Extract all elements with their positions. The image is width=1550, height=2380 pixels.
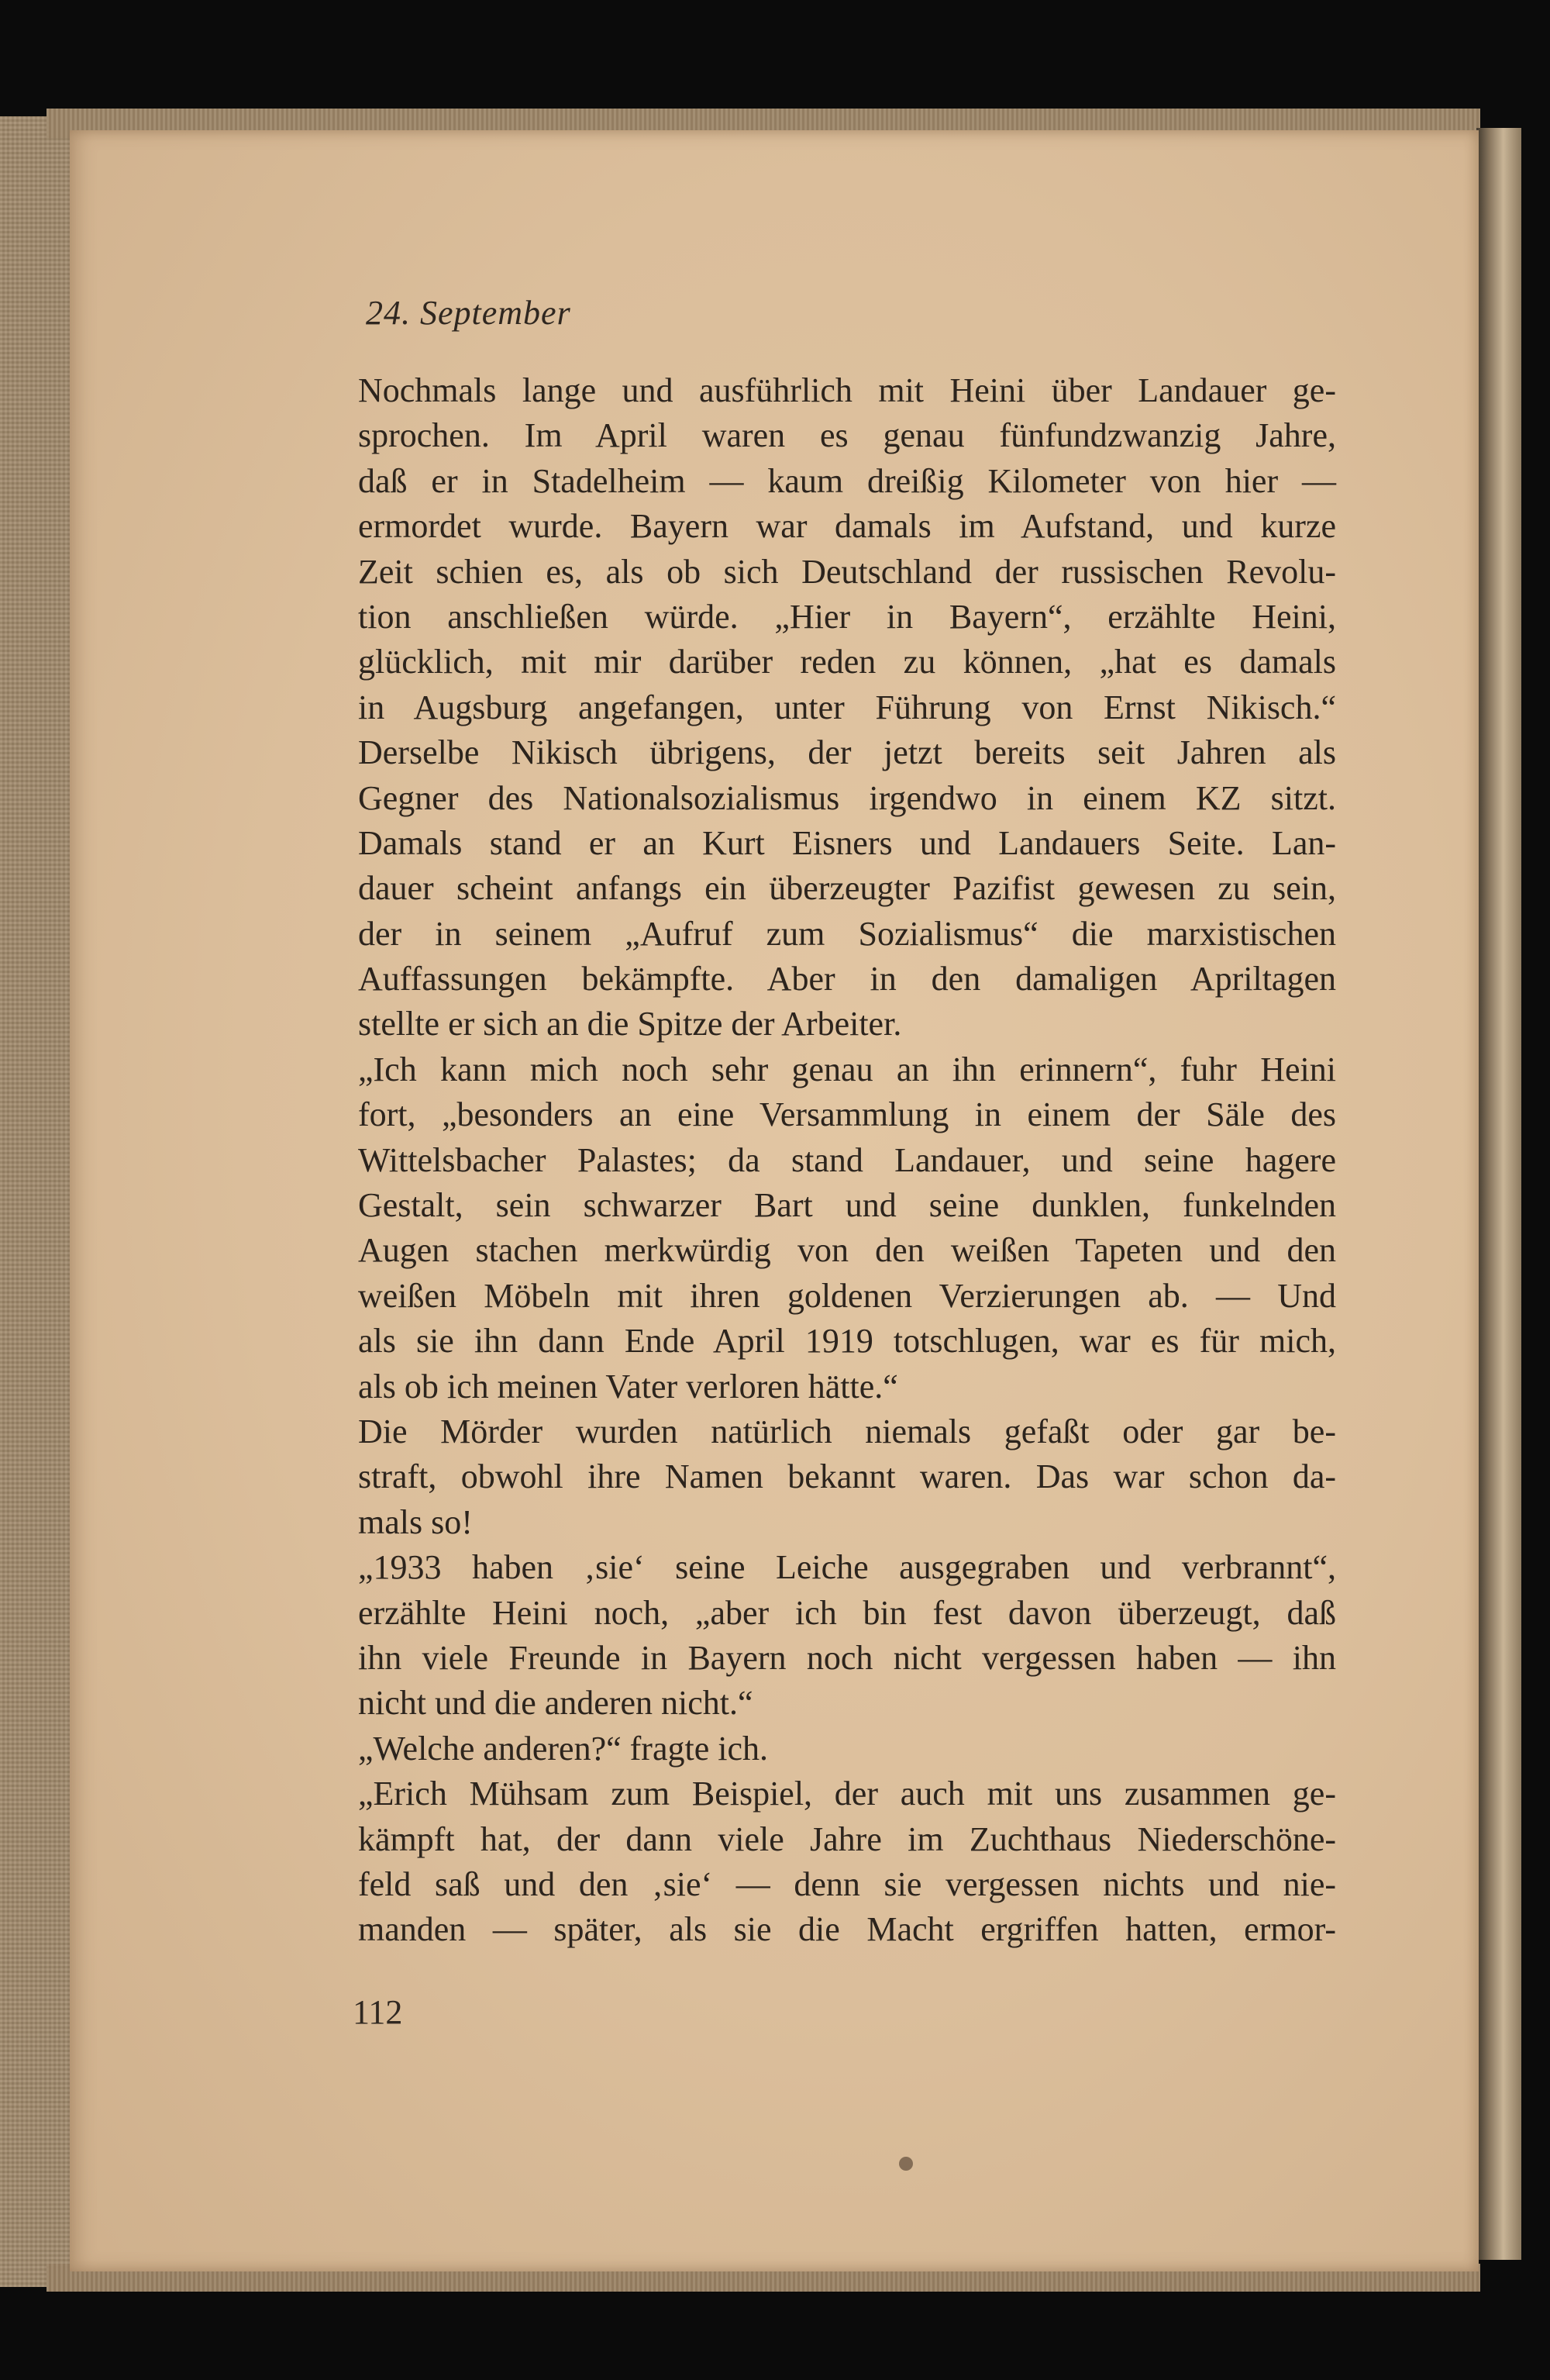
- text-line: glücklich, mit mir darüber reden zu können, „hat es damals: [358, 643, 1336, 681]
- text-line: weißen Möbeln mit ihren goldenen Verzierungen ab. — Und: [358, 1276, 1336, 1315]
- body-text: [358, 368, 1336, 1953]
- text-line: Damals stand er an Kurt Eisners und Landauers Seite. Lan-: [358, 823, 1336, 862]
- text-line: Gestalt, sein schwarzer Bart und seine dunklen, funkelnden: [358, 1186, 1336, 1225]
- text-line: als ob ich meinen Vater verloren hätte.“: [358, 1367, 898, 1406]
- text-line: der in seinem „Aufruf zum Sozialismus“ die marxistischen: [358, 914, 1336, 953]
- text-line: „Ich kann mich noch sehr genau an ihn erinnern“, fuhr Heini: [358, 1050, 1336, 1088]
- text-line: Auffassungen bekämpfte. Aber in den damaligen Apriltagen: [358, 960, 1336, 999]
- text-line: als sie ihn dann Ende April 1919 totschlugen, war es für mich,: [358, 1322, 1336, 1361]
- text-line: Derselbe Nikisch übrigens, der jetzt bereits seit Jahren als: [358, 733, 1336, 772]
- text-line: Augen stachen merkwürdig von den weißen Tapeten und den: [358, 1231, 1336, 1270]
- text-line: mals so!: [358, 1502, 473, 1541]
- text-line: Wittelsbacher Palastes; da stand Landauer, und seine hagere: [358, 1140, 1336, 1179]
- page-header-date: 24. September: [366, 294, 571, 332]
- text-line: manden — später, als sie die Macht ergriffen hatten, ermor-: [358, 1910, 1336, 1949]
- ink-spot-ornament: [899, 2157, 913, 2171]
- text-line: Zeit schien es, als ob sich Deutschland der russischen Revolu-: [358, 552, 1336, 591]
- text-line: straft, obwohl ihre Namen bekannt waren. Das war schon da-: [358, 1457, 1336, 1496]
- text-line: „1933 haben ‚sie‘ seine Leiche ausgegraben und verbrannt“,: [358, 1548, 1336, 1587]
- book-cover-left-edge: [0, 116, 78, 2287]
- text-line: Nochmals lange und ausführlich mit Heini über Landauer ge-: [358, 371, 1336, 409]
- text-line: Die Mörder wurden natürlich niemals gefaßt oder gar be-: [358, 1412, 1336, 1450]
- text-line: ermordet wurde. Bayern war damals im Aufstand, und kurze: [358, 507, 1336, 546]
- text-line: sprochen. Im April waren es genau fünfundzwanzig Jahre,: [358, 416, 1336, 455]
- text-line: kämpft hat, der dann viele Jahre im Zuchthaus Niederschöne-: [358, 1819, 1336, 1858]
- book-page-edges-right: [1476, 128, 1521, 2260]
- text-line: Gegner des Nationalsozialismus irgendwo in einem KZ sitzt.: [358, 778, 1336, 817]
- page-number: 112: [353, 1993, 403, 2031]
- text-line: ihn viele Freunde in Bayern noch nicht vergessen haben — ihn: [358, 1638, 1336, 1677]
- text-line: „Welche anderen?“ fragte ich.: [358, 1729, 768, 1768]
- text-line: „Erich Mühsam zum Beispiel, der auch mit uns zusammen ge-: [358, 1775, 1336, 1813]
- text-line: tion anschließen würde. „Hier in Bayern“, erzählte Heini,: [358, 597, 1336, 636]
- text-line: stellte er sich an die Spitze der Arbeiter.: [358, 1005, 902, 1043]
- text-line: nicht und die anderen nicht.“: [358, 1684, 753, 1723]
- text-line: fort, „besonders an eine Versammlung in einem der Säle des: [358, 1095, 1336, 1134]
- text-line: feld saß und den ‚sie‘ — denn sie vergessen nichts und nie-: [358, 1864, 1336, 1903]
- text-line: daß er in Stadelheim — kaum dreißig Kilometer von hier —: [358, 461, 1336, 500]
- text-line: dauer scheint anfangs ein überzeugter Pazifist gewesen zu sein,: [358, 869, 1336, 908]
- text-line: erzählte Heini noch, „aber ich bin fest davon überzeugt, daß: [358, 1593, 1336, 1632]
- text-line: in Augsburg angefangen, unter Führung von Ernst Nikisch.“: [358, 688, 1336, 726]
